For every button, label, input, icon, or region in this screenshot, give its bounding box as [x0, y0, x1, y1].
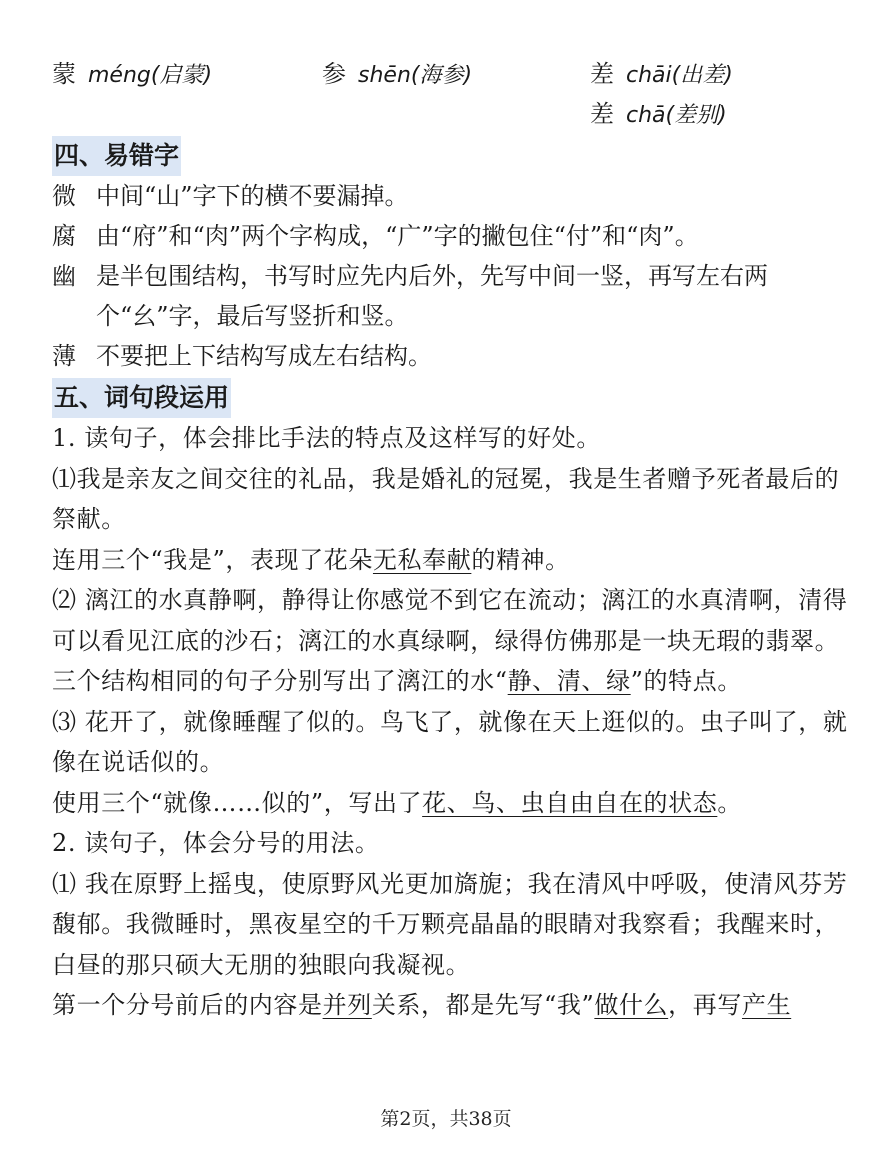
- answer-2: 三个结构相同的句子分别写出了漓江的水“静、清、绿”的特点。: [52, 667, 742, 695]
- document-page: [52, 54, 852, 1026]
- pronunciation-meng: 蒙 méng(启蒙): [52, 60, 213, 88]
- question-2: 2. 读句子，体会分号的用法。: [52, 829, 380, 857]
- answer-3-blank: 花、鸟、虫自由自在的状态: [422, 788, 718, 817]
- sentence-4: ⑴ 我在原野上摇曳，使原野风光更加旖旎；我在清风中呼吸，使清风芬芳馥郁。我微睡时，黑夜星空的千万颗亮晶晶的眼睛对我察看；我醒来时，白昼的那只硕大无朋的独眼向我凝视。: [52, 869, 848, 979]
- question-1: 1. 读句子，体会排比手法的特点及这样写的好处。: [52, 424, 601, 452]
- sentence-3: ⑶ 花开了，就像睡醒了似的。鸟飞了，就像在天上逛似的。虫子叫了，就像在说话似的。: [52, 707, 848, 776]
- answer-4: 第一个分号前后的内容是并列关系，都是先写“我”做什么，再写产生: [52, 991, 792, 1019]
- section-4-heading-wrap: [52, 136, 852, 176]
- answer-3: 使用三个“就像……似的”，写出了花、鸟、虫自由自在的状态。: [52, 788, 742, 817]
- section-5-heading-wrap: [52, 378, 852, 418]
- sentence-2: ⑵ 漓江的水真静啊，静得让你感觉不到它在流动；漓江的水真清啊，清得可以看见江底的沙石；漓江的水真绿啊，绿得仿佛那是一块无瑕的翡翠。: [52, 586, 848, 655]
- pronunciation-row-1: [52, 54, 852, 94]
- answer-4-blank-1: 并列: [322, 991, 372, 1019]
- pronunciation-chai: 差 chāi(出差): [590, 60, 733, 88]
- answer-2-blank: 静、清、绿: [507, 667, 631, 695]
- page-footer: 第2页，共38页: [380, 1108, 512, 1130]
- answer-4-blank-2: 做什么: [594, 991, 669, 1019]
- error-char-entry-you: 幽 是半包围结构，书写时应先内后外，先写中间一竖，再写左右两个“幺”字，最后写竖折和竖。: [52, 262, 768, 330]
- error-char-entry-bao: 薄 不要把上下结构写成左右结构。: [52, 342, 432, 370]
- answer-1-blank: 无私奉献: [372, 545, 472, 574]
- sentence-1: ⑴我是亲友之间交往的礼品，我是婚礼的冠冕，我是生者赠予死者最后的祭献。: [52, 464, 840, 533]
- answer-1: 连用三个“我是”，表现了花朵无私奉献的精神。: [52, 545, 570, 574]
- error-char-entry-fu: 腐 由“府”和“肉”两个字构成，“广”字的撇包住“付”和“肉”。: [52, 222, 699, 250]
- answer-4-blank-3: 产生: [741, 991, 792, 1019]
- pronunciation-cha: 差 chā(差别): [590, 100, 727, 128]
- pronunciation-shen: 参 shēn(海参): [322, 60, 473, 88]
- pronunciation-row-2: [52, 94, 852, 134]
- section-5-heading: 五、词句段运用: [52, 378, 231, 418]
- section-4-heading: 四、易错字: [52, 136, 181, 176]
- error-char-entry-wei: 微 中间“山”字下的横不要漏掉。: [52, 182, 409, 210]
